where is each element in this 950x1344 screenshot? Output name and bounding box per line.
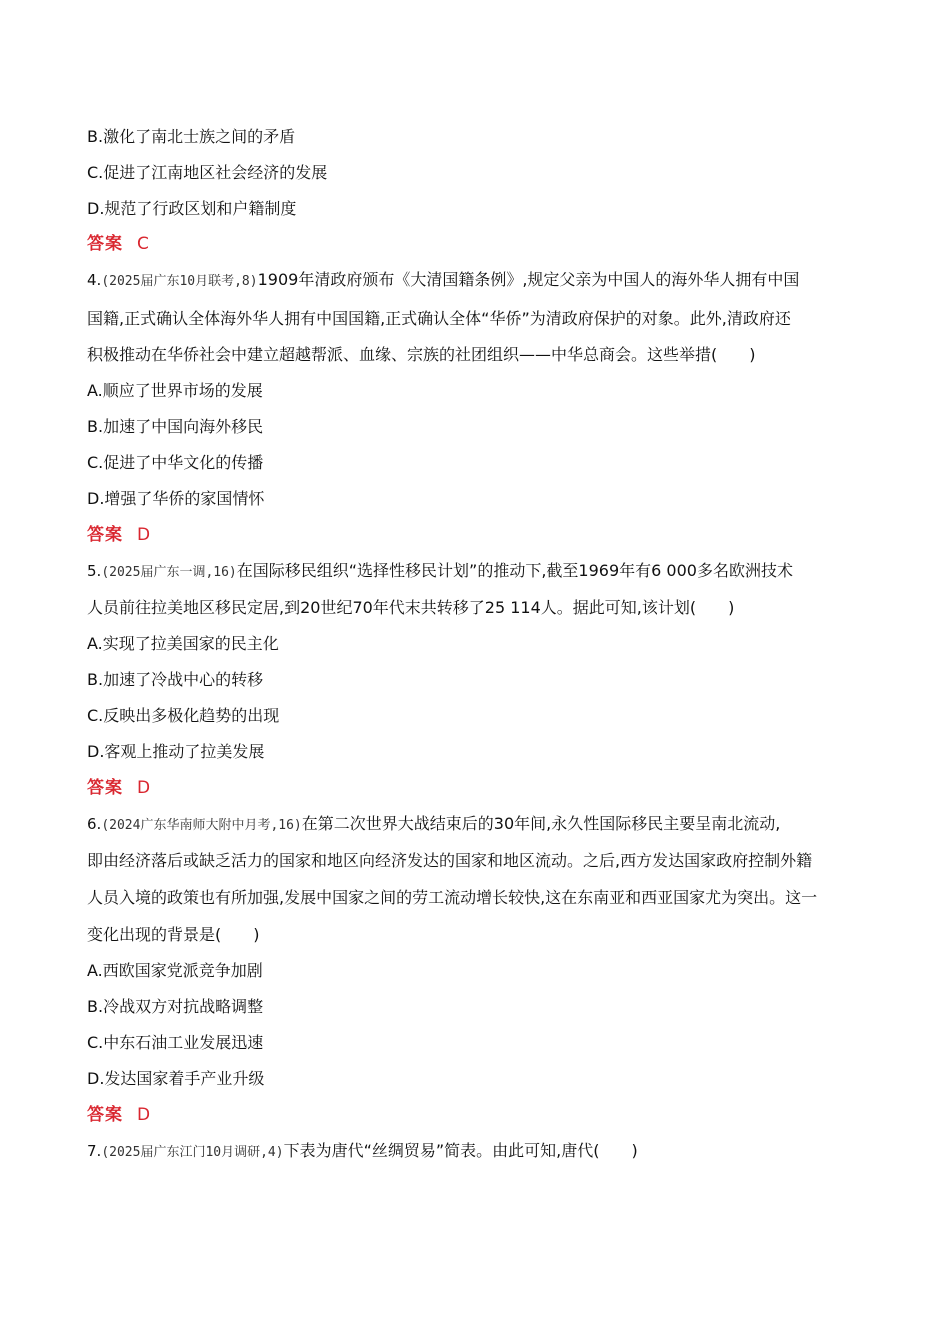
question-source: (2024广东华南师大附中月考,16): [101, 818, 302, 833]
q6-answer: [87, 1104, 870, 1126]
answer-value: D: [137, 1105, 152, 1125]
answer-label: 答案: [87, 1105, 123, 1125]
q4-option-b[interactable]: B.加速了中国向海外移民: [87, 417, 264, 436]
question-number: 6.: [87, 815, 102, 833]
q4-option-c[interactable]: C.促进了中华文化的传播: [87, 453, 264, 472]
q4-stem-line-3: 积极推动在华侨社会中建立超越帮派、血缘、宗族的社团组织——中华总商会。这些举措( ): [87, 345, 756, 364]
q3-option-b[interactable]: B.激化了南北士族之间的矛盾: [87, 127, 296, 146]
q5-stem-line-1: [87, 560, 870, 584]
q5-option-c[interactable]: C.反映出多极化趋势的出现: [87, 706, 280, 725]
question-number: 4.: [87, 271, 102, 289]
q4-answer: [87, 524, 870, 546]
answer-value: D: [137, 778, 152, 798]
answer-value: C: [137, 234, 150, 254]
q6-stem-line-4: 变化出现的背景是( ): [87, 925, 260, 944]
question-number: 5.: [87, 562, 102, 580]
stem-text: 下表为唐代“丝绸贸易”简表。由此可知,唐代( ): [283, 1141, 638, 1160]
answer-label: 答案: [87, 778, 123, 798]
q7-stem-line-1: [87, 1140, 870, 1164]
q5-option-b[interactable]: B.加速了冷战中心的转移: [87, 670, 264, 689]
q6-option-c[interactable]: C.中东石油工业发展迅速: [87, 1033, 264, 1052]
q6-stem-line-2: 即由经济落后或缺乏活力的国家和地区向经济发达的国家和地区流动。之后,西方发达国家政府控制外籍: [87, 851, 813, 870]
q6-stem-line-3: 人员入境的政策也有所加强,发展中国家之间的劳工流动增长较快,这在东南亚和西亚国家尤为突出。这一: [87, 888, 818, 907]
question-source: (2025届广东一调,16): [101, 565, 237, 580]
q3-option-d[interactable]: D.规范了行政区划和户籍制度: [87, 199, 297, 218]
q6-option-a[interactable]: A.西欧国家党派竞争加剧: [87, 961, 263, 980]
question-number: 7.: [87, 1142, 102, 1160]
q6-option-b[interactable]: B.冷战双方对抗战略调整: [87, 997, 264, 1016]
q3-answer: [87, 233, 870, 255]
q3-option-c[interactable]: C.促进了江南地区社会经济的发展: [87, 163, 328, 182]
q4-option-d[interactable]: D.增强了华侨的家国情怀: [87, 489, 265, 508]
q4-option-a[interactable]: A.顺应了世界市场的发展: [87, 381, 263, 400]
q4-stem-line-2: 国籍,正式确认全体海外华人拥有中国国籍,正式确认全体“华侨”为清政府保护的对象。此外,清政府还: [87, 309, 791, 328]
q5-answer: [87, 777, 870, 799]
q4-stem-line-1: [87, 269, 870, 293]
stem-text: 1909年清政府颁布《大清国籍条例》,规定父亲为中国人的海外华人拥有中国: [257, 270, 800, 289]
answer-label: 答案: [87, 234, 123, 254]
question-source: (2025届广东10月联考,8): [101, 274, 258, 289]
q5-option-a[interactable]: A.实现了拉美国家的民主化: [87, 634, 279, 653]
q6-stem-line-1: [87, 813, 870, 837]
answer-value: D: [137, 525, 152, 545]
answer-label: 答案: [87, 525, 123, 545]
stem-text: 在国际移民组织“选择性移民计划”的推动下,截至1969年有6 000多名欧洲技术: [236, 561, 793, 580]
q5-stem-line-2: 人员前往拉美地区移民定居,到20世纪70年代末共转移了25 114人。据此可知,该计划( ): [87, 598, 735, 617]
q6-option-d[interactable]: D.发达国家着手产业升级: [87, 1069, 265, 1088]
q5-option-d[interactable]: D.客观上推动了拉美发展: [87, 742, 265, 761]
stem-text: 在第二次世界大战结束后的30年间,永久性国际移民主要呈南北流动,: [301, 814, 781, 833]
question-source: (2025届广东江门10月调研,4): [101, 1145, 284, 1160]
